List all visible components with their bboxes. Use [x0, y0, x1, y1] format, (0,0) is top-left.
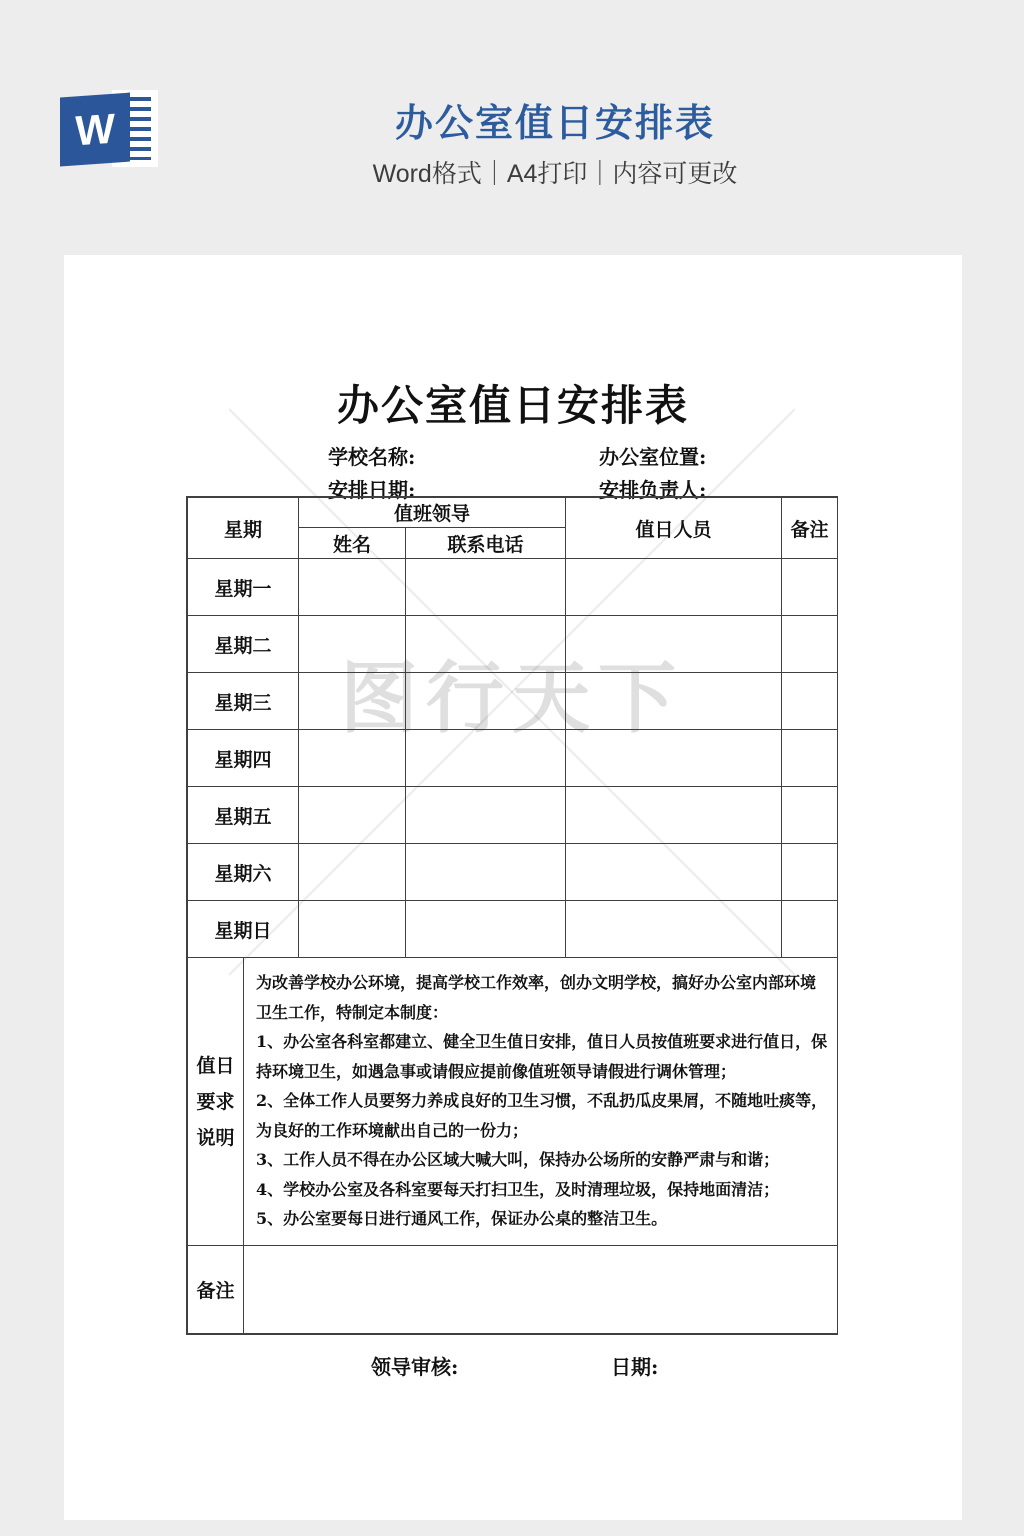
document-title: 办公室值日安排表: [336, 381, 689, 430]
leader-phone-cell: [406, 673, 566, 730]
watermark-text: 图行天下: [339, 653, 685, 744]
leader-phone-cell: [406, 730, 566, 787]
school-name-label: 学校名称:: [328, 445, 416, 469]
schedule-row: [188, 730, 838, 787]
duty-staff-cell: [566, 844, 782, 901]
remark-value-cell: [244, 1246, 838, 1334]
leader-name-cell: [299, 844, 406, 901]
duty-staff-cell: [566, 673, 782, 730]
remark-row: [188, 1246, 838, 1334]
remark-cell: [782, 787, 838, 844]
schedule-row: [188, 616, 838, 673]
header-name: 姓名: [299, 528, 406, 559]
remark-label: 备注: [188, 1246, 244, 1334]
leader-name-cell: [299, 730, 406, 787]
header-remark: 备注: [782, 498, 838, 559]
day-label: 星期一: [188, 559, 299, 616]
duty-staff-cell: [566, 787, 782, 844]
remark-cell: [782, 844, 838, 901]
office-location-label: 办公室位置:: [599, 445, 707, 469]
remark-cell: [782, 616, 838, 673]
requirements-text: 为改善学校办公环境，提高学校工作效率，创办文明学校，搞好办公室内部环境卫生工作，特制定本制度： 1、办公室各科室都建立、健全卫生值日安排，值日人员按值班要求进行值日，保持环境卫生，如遇急事或请假应提前像值班领导请假进行调休管理； 2、全体工作人员要努力养成良好的卫生习惯，不乱扔瓜皮果屑，不随地吐痰等，为良好的工作环境献出自己的一份力； 3、工作人员不得在办公区域大喊大叫，保持办公场所的安静严肃与和谐； 4、学校办公室及各科室要每天打扫卫生，及时清理垃圾，保持地面清洁； 5、办公室要每日进行通风工作，保证办公桌的整洁卫生。: [244, 958, 838, 1246]
schedule-row: [188, 901, 838, 958]
day-label: 星期三: [188, 673, 299, 730]
table-header-row: [188, 498, 838, 528]
header-duty-staff: 值日人员: [566, 498, 782, 559]
leader-phone-cell: [406, 844, 566, 901]
banner-title: 办公室值日安排表: [394, 103, 715, 145]
day-label: 星期四: [188, 730, 299, 787]
leader-name-cell: [299, 616, 406, 673]
header-duty-leader: 值班领导: [299, 498, 566, 528]
document-page: [64, 255, 962, 1520]
schedule-row: [188, 844, 838, 901]
leader-name-cell: [299, 559, 406, 616]
date-label: 日期:: [611, 1355, 659, 1379]
banner-subtitle: Word格式｜A4打印｜内容可更改: [372, 160, 738, 188]
schedule-date-label: 安排日期:: [328, 478, 416, 502]
day-label: 星期二: [188, 616, 299, 673]
leader-phone-cell: [406, 616, 566, 673]
duty-schedule-table: [187, 497, 837, 1334]
requirements-label: 值日 要求 说明: [188, 958, 244, 1246]
remark-cell: [782, 559, 838, 616]
schedule-row: [188, 559, 838, 616]
leader-phone-cell: [406, 901, 566, 958]
remark-cell: [782, 730, 838, 787]
day-label: 星期日: [188, 901, 299, 958]
schedule-manager-label: 安排负责人:: [599, 478, 707, 502]
remark-cell: [782, 673, 838, 730]
schedule-row: [188, 673, 838, 730]
requirements-row: [188, 958, 838, 1246]
leader-name-cell: [299, 673, 406, 730]
duty-staff-cell: [566, 616, 782, 673]
word-icon-letter: W: [75, 104, 115, 154]
day-label: 星期六: [188, 844, 299, 901]
duty-staff-cell: [566, 901, 782, 958]
leader-name-cell: [299, 787, 406, 844]
leader-name-cell: [299, 901, 406, 958]
leader-phone-cell: [406, 787, 566, 844]
remark-cell: [782, 901, 838, 958]
duty-staff-cell: [566, 559, 782, 616]
leader-phone-cell: [406, 559, 566, 616]
day-label: 星期五: [188, 787, 299, 844]
leader-review-label: 领导审核:: [371, 1355, 459, 1379]
header-phone: 联系电话: [406, 528, 566, 559]
duty-staff-cell: [566, 730, 782, 787]
schedule-row: [188, 787, 838, 844]
header-week: 星期: [188, 498, 299, 559]
